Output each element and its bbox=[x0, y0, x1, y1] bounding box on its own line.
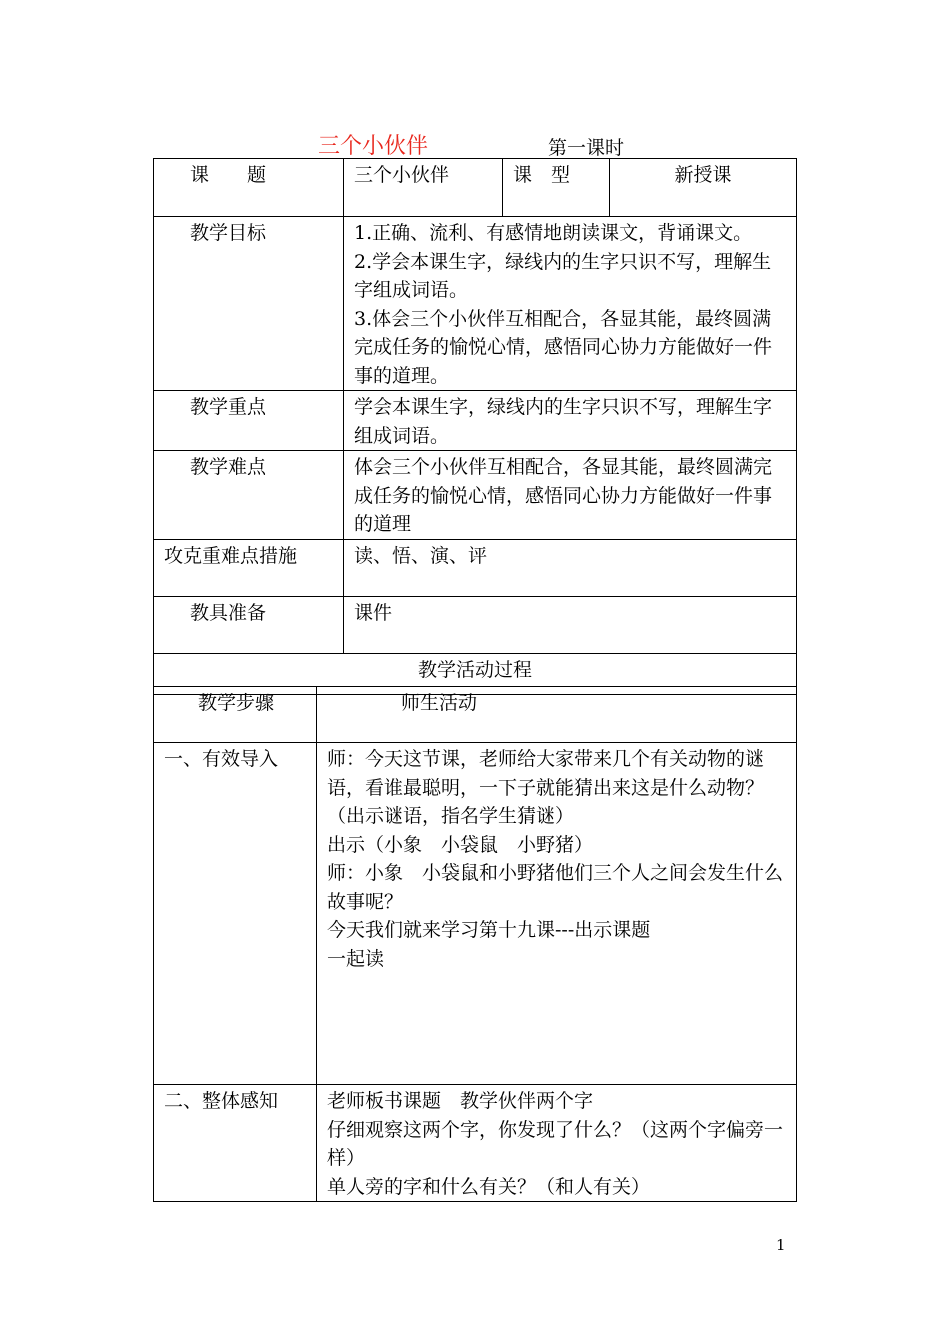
activity-line: 老师板书课题 教学伙伴两个字 bbox=[327, 1090, 594, 1112]
measures-row bbox=[154, 539, 797, 596]
steps-column-header: 教学步骤 bbox=[154, 687, 317, 743]
step-name: 二、整体感知 bbox=[154, 1085, 317, 1202]
focus-label: 教学重点 bbox=[154, 391, 344, 451]
activity-line: 单人旁的字和什么有关？（和人有关） bbox=[327, 1175, 651, 1198]
activity-line: 今天我们就来学习第十九课---出示课题 bbox=[327, 919, 651, 941]
lesson-info-table bbox=[153, 158, 797, 695]
step-row bbox=[154, 743, 797, 1085]
step-activity bbox=[317, 1085, 797, 1202]
activity-line: 师：小象 小袋鼠和小野猪他们三个人之间会发生什么故事呢？ bbox=[327, 862, 784, 913]
measures-label: 攻克重难点措施 bbox=[154, 539, 344, 596]
goals-row bbox=[154, 217, 797, 391]
type-value: 新授课 bbox=[610, 159, 797, 217]
type-label: 课 型 bbox=[503, 159, 610, 217]
lesson-period: 第一课时 bbox=[548, 137, 625, 159]
measures-value: 读、悟、演、评 bbox=[344, 539, 797, 596]
process-heading: 教学活动过程 bbox=[154, 653, 797, 694]
goal-item: 1.正确、流利、有感情地朗读课文，背诵课文。 bbox=[354, 222, 753, 244]
tools-label: 教具准备 bbox=[154, 596, 344, 653]
tools-value: 课件 bbox=[344, 596, 797, 653]
difficulty-value: 体会三个小伙伴互相配合，各显其能，最终圆满完成任务的愉悦心情，感悟同心协力方能做好一件事的道理 bbox=[344, 451, 797, 540]
topic-row bbox=[154, 159, 797, 217]
goal-item: 3.体会三个小伙伴互相配合，各显其能，最终圆满完成任务的愉悦心情，感悟同心协力方能做好一件事的道理。 bbox=[354, 307, 773, 387]
goal-item: 2.学会本课生字，绿线内的生字只识不写，理解生字组成词语。 bbox=[354, 250, 772, 301]
activity-line: 出示（小象 小袋鼠 小野猪） bbox=[327, 833, 594, 856]
goals-cell bbox=[344, 217, 797, 391]
difficulty-label: 教学难点 bbox=[154, 451, 344, 540]
page-number: 1 bbox=[776, 1236, 786, 1254]
process-header-row bbox=[154, 687, 797, 743]
activity-line: 师：今天这节课，老师给大家带来几个有关动物的谜语，看谁最聪明，一下子就能猜出来这是什么动物？ bbox=[327, 748, 765, 799]
goals-label: 教学目标 bbox=[154, 217, 344, 391]
process-table bbox=[153, 686, 797, 1202]
lesson-title: 三个小伙伴 bbox=[318, 134, 429, 159]
focus-row bbox=[154, 391, 797, 451]
activity-line: 仔细观察这两个字，你发现了什么？（这两个字偏旁一样） bbox=[327, 1118, 784, 1169]
difficulty-row bbox=[154, 451, 797, 540]
step-name: 一、有效导入 bbox=[154, 743, 317, 1085]
topic-value: 三个小伙伴 bbox=[344, 159, 503, 217]
focus-value: 学会本课生字，绿线内的生字只识不写，理解生字组成词语。 bbox=[344, 391, 797, 451]
activity-column-header: 师生活动 bbox=[317, 687, 797, 743]
step-activity bbox=[317, 743, 797, 1085]
activity-line: 一起读 bbox=[327, 947, 385, 970]
topic-label: 课 题 bbox=[154, 159, 344, 217]
step-row bbox=[154, 1085, 797, 1202]
activity-line: （出示谜语，指名学生猜谜） bbox=[327, 805, 575, 827]
tools-row bbox=[154, 596, 797, 653]
